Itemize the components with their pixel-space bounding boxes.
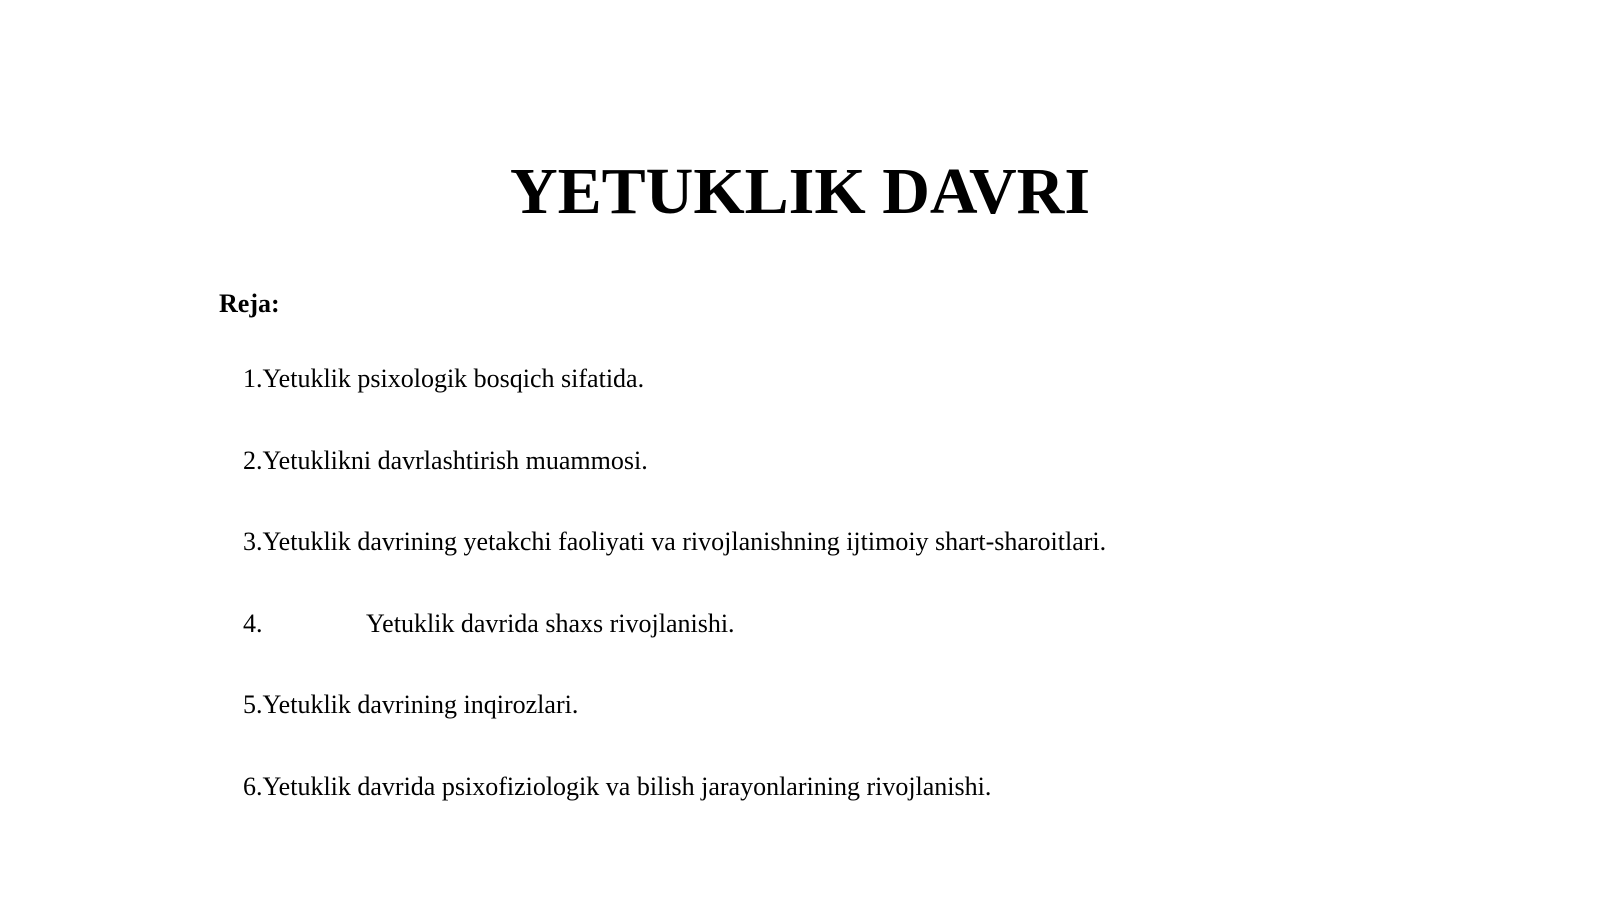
plan-item-text: Yetuklik psixologik bosqich sifatida. bbox=[262, 364, 645, 393]
plan-item-number: 3. bbox=[243, 527, 263, 557]
plan-item-5 bbox=[243, 688, 1106, 770]
plan-item-4 bbox=[243, 607, 1106, 689]
plan-item-number: 1. bbox=[243, 364, 263, 393]
plan-item-text: Yetuklik davrining yetakchi faoliyati va rivojlanishning ijtimoiy shart-sharoitlari. bbox=[262, 527, 1107, 557]
plan-item-3 bbox=[243, 525, 1106, 607]
plan-item-text: Yetuklik davrida shaxs rivojlanishi. bbox=[366, 608, 735, 638]
plan-item-text: Yetuklik davrining inqirozlari. bbox=[262, 690, 579, 720]
plan-item-number: 5. bbox=[243, 690, 263, 720]
plan-item-2 bbox=[243, 444, 1106, 526]
plan-item-number: 6. bbox=[243, 771, 263, 801]
slide-title: YETUKLIK DAVRI bbox=[509, 155, 1091, 228]
plan-item-text: Yetuklikni davrlashtirish muammosi. bbox=[262, 445, 648, 475]
plan-item-number: 2. bbox=[243, 445, 263, 475]
plan-item-number: 4. bbox=[243, 608, 263, 638]
plan-list bbox=[243, 362, 1106, 852]
plan-item-text: Yetuklik davrida psixofiziologik va bilish jarayonlarining rivojlanishi. bbox=[262, 771, 992, 801]
plan-item-6 bbox=[243, 770, 1106, 852]
plan-item-1 bbox=[243, 362, 1106, 444]
plan-heading: Reja: bbox=[219, 289, 280, 318]
